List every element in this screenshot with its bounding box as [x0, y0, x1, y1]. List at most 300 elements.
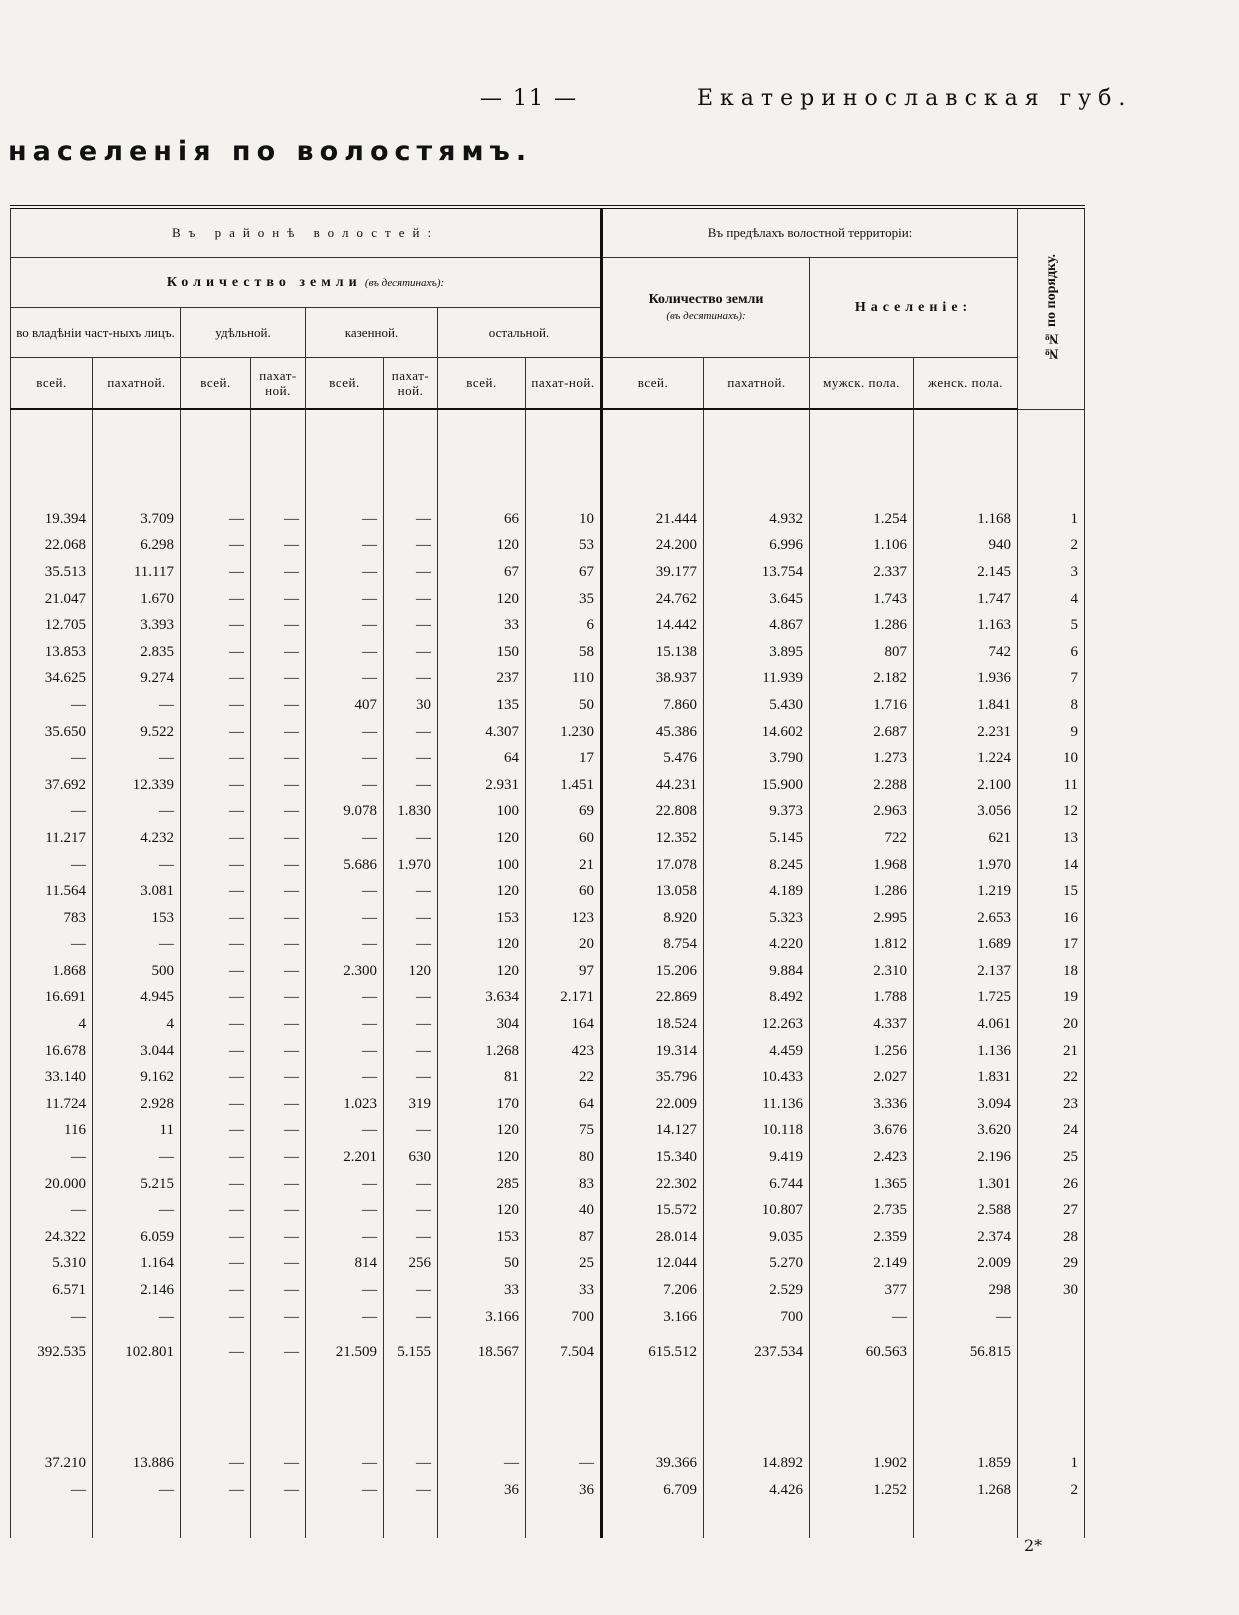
table-cell — [1018, 1330, 1085, 1374]
table-cell: 1.725 — [914, 985, 1018, 1012]
table-cell: 1.716 — [810, 692, 914, 719]
table-cell: 2.149 — [810, 1251, 914, 1278]
table-cell: — — [181, 1011, 251, 1038]
table-cell: 50 — [526, 692, 602, 719]
table-cell: 6.709 — [602, 1477, 704, 1504]
table-cell: 100 — [438, 799, 526, 826]
table-cell: — — [306, 1064, 384, 1091]
table-cell: 3.634 — [438, 985, 526, 1012]
table-cell: — — [306, 1277, 384, 1304]
table-cell: — — [181, 1224, 251, 1251]
table-cell: — — [384, 1477, 438, 1504]
table-row — [11, 825, 1085, 852]
table-cell: 4.220 — [704, 932, 810, 959]
table-cell: 120 — [438, 1144, 526, 1171]
table-cell: — — [181, 985, 251, 1012]
table-cell: 2.310 — [810, 958, 914, 985]
table-cell: — — [93, 1304, 181, 1331]
statistics-table — [10, 205, 1085, 1538]
table-cell: 1.219 — [914, 878, 1018, 905]
table-cell: 29 — [1018, 1251, 1085, 1278]
table-cell: — — [11, 932, 93, 959]
table-cell: 1.970 — [914, 852, 1018, 879]
table-cell: 3.336 — [810, 1091, 914, 1118]
male-header: мужск. пола. — [810, 357, 914, 409]
spacer-cell — [526, 1504, 602, 1538]
spacer-cell — [181, 1374, 251, 1450]
table-cell: — — [251, 932, 306, 959]
table-row — [11, 1064, 1085, 1091]
table-cell: — — [384, 1450, 438, 1477]
table-cell: 28.014 — [602, 1224, 704, 1251]
table-cell: 1.273 — [810, 745, 914, 772]
table-cell: — — [181, 692, 251, 719]
table-cell: 9.035 — [704, 1224, 810, 1251]
table-cell: 120 — [438, 1118, 526, 1145]
table-cell: 1.970 — [384, 852, 438, 879]
table-cell: 14.442 — [602, 612, 704, 639]
spacer-cell — [251, 1374, 306, 1450]
table-cell: 13.886 — [93, 1450, 181, 1477]
table-cell: 35.796 — [602, 1064, 704, 1091]
table-row — [11, 905, 1085, 932]
table-cell: 1.286 — [810, 612, 914, 639]
table-cell: 17.078 — [602, 852, 704, 879]
table-cell: 2.928 — [93, 1091, 181, 1118]
table-cell: — — [251, 1118, 306, 1145]
spacer-cell — [438, 1374, 526, 1450]
table-cell: 100 — [438, 852, 526, 879]
table-cell: 5.215 — [93, 1171, 181, 1198]
table-row — [11, 772, 1085, 799]
table-cell: 1.936 — [914, 666, 1018, 693]
table-cell: 1.301 — [914, 1171, 1018, 1198]
table-cell: 1.831 — [914, 1064, 1018, 1091]
table-cell: 621 — [914, 825, 1018, 852]
table-row — [11, 719, 1085, 746]
table-cell: 6.571 — [11, 1277, 93, 1304]
land-left-unit: (въ десятинахъ): — [364, 276, 445, 289]
table-cell: 9.274 — [93, 666, 181, 693]
table-cell: 1.689 — [914, 932, 1018, 959]
table-cell: 4 — [11, 1011, 93, 1038]
table-cell: 170 — [438, 1091, 526, 1118]
table-cell: — — [306, 612, 384, 639]
appanage-header: удѣльной. — [181, 307, 306, 357]
table-cell: 69 — [526, 799, 602, 826]
table-cell: 11.939 — [704, 666, 810, 693]
table-cell: 33 — [526, 1277, 602, 1304]
table-cell: 27 — [1018, 1197, 1085, 1224]
table-cell: — — [251, 612, 306, 639]
table-cell: 237 — [438, 666, 526, 693]
table-cell: — — [251, 719, 306, 746]
table-cell: 33 — [438, 612, 526, 639]
table-cell: — — [251, 852, 306, 879]
table-cell: 18.524 — [602, 1011, 704, 1038]
table-cell: — — [306, 719, 384, 746]
table-cell: 2.231 — [914, 719, 1018, 746]
table-row — [11, 639, 1085, 666]
table-cell: 2.735 — [810, 1197, 914, 1224]
table-cell: 60.563 — [810, 1330, 914, 1374]
table-cell: 1.841 — [914, 692, 1018, 719]
spacer-cell — [438, 409, 526, 506]
state-all-header: всей. — [306, 357, 384, 409]
table-cell: 4.189 — [704, 878, 810, 905]
table-cell: 5 — [1018, 612, 1085, 639]
table-cell: — — [93, 1197, 181, 1224]
spacer-cell — [306, 1504, 384, 1538]
table-cell: 5.310 — [11, 1251, 93, 1278]
table-cell: — — [11, 1477, 93, 1504]
table-cell: 1.812 — [810, 932, 914, 959]
table-cell: 3.166 — [438, 1304, 526, 1331]
table-cell: — — [181, 852, 251, 879]
table-cell: 17 — [526, 745, 602, 772]
table-cell: — — [93, 932, 181, 959]
spacer-cell — [384, 1504, 438, 1538]
table-cell: 37.210 — [11, 1450, 93, 1477]
table-cell: — — [384, 1197, 438, 1224]
table-cell: 12.352 — [602, 825, 704, 852]
table-cell: 11.136 — [704, 1091, 810, 1118]
table-row — [11, 692, 1085, 719]
table-row — [11, 612, 1085, 639]
table-cell: 2.835 — [93, 639, 181, 666]
table-cell: — — [384, 905, 438, 932]
table-cell: — — [181, 745, 251, 772]
table-row — [11, 745, 1085, 772]
table-cell: 38.937 — [602, 666, 704, 693]
table-cell: 1.168 — [914, 506, 1018, 533]
table-cell: — — [306, 1118, 384, 1145]
table-cell: — — [251, 1064, 306, 1091]
table-cell: 102.801 — [93, 1330, 181, 1374]
table-cell: 2 — [1018, 533, 1085, 560]
table-cell: — — [251, 1251, 306, 1278]
table-row — [11, 666, 1085, 693]
table-cell: — — [251, 1224, 306, 1251]
table-cell: 5.476 — [602, 745, 704, 772]
table-cell: — — [306, 559, 384, 586]
table-cell: 83 — [526, 1171, 602, 1198]
table-cell: 1.224 — [914, 745, 1018, 772]
table-cell: 17 — [1018, 932, 1085, 959]
table-cell: 25 — [526, 1251, 602, 1278]
table-cell: 21.509 — [306, 1330, 384, 1374]
table-cell: — — [181, 1197, 251, 1224]
table-cell: 116 — [11, 1118, 93, 1145]
table-cell: 22.808 — [602, 799, 704, 826]
spacer-cell — [914, 1374, 1018, 1450]
table-cell: — — [251, 799, 306, 826]
table-cell: 53 — [526, 533, 602, 560]
table-cell: 22.068 — [11, 533, 93, 560]
table-cell: — — [251, 1197, 306, 1224]
table-cell: — — [181, 1330, 251, 1374]
table-cell: 153 — [93, 905, 181, 932]
table-cell: 50 — [438, 1251, 526, 1278]
table-cell: — — [384, 1064, 438, 1091]
table-cell: — — [384, 1011, 438, 1038]
table-cell: — — [810, 1304, 914, 1331]
table-cell: 37.692 — [11, 772, 93, 799]
table-cell: 120 — [438, 533, 526, 560]
table-cell: 24.762 — [602, 586, 704, 613]
spacer-cell — [810, 409, 914, 506]
table-cell: 722 — [810, 825, 914, 852]
table-cell: 66 — [438, 506, 526, 533]
table-cell: 9.162 — [93, 1064, 181, 1091]
table-cell: 6.059 — [93, 1224, 181, 1251]
table-cell: 22.009 — [602, 1091, 704, 1118]
table-row — [11, 1011, 1085, 1038]
table-cell: — — [181, 586, 251, 613]
spacer-cell — [438, 1504, 526, 1538]
table-cell: — — [306, 1450, 384, 1477]
table-cell: — — [914, 1304, 1018, 1331]
table-cell: 12.263 — [704, 1011, 810, 1038]
table-cell: 64 — [438, 745, 526, 772]
table-cell: — — [181, 825, 251, 852]
table-cell: 7.504 — [526, 1330, 602, 1374]
table-cell: 3.645 — [704, 586, 810, 613]
table-cell: 742 — [914, 639, 1018, 666]
table-cell: 1.747 — [914, 586, 1018, 613]
table-cell: 9 — [1018, 719, 1085, 746]
table-cell: 5.430 — [704, 692, 810, 719]
table-cell: 164 — [526, 1011, 602, 1038]
table-cell: 15.206 — [602, 958, 704, 985]
table-cell: 2.337 — [810, 559, 914, 586]
table-cell: 135 — [438, 692, 526, 719]
table-cell: 3.166 — [602, 1304, 704, 1331]
table-cell: — — [306, 1197, 384, 1224]
table-cell: 814 — [306, 1251, 384, 1278]
state-header: казенной. — [306, 307, 438, 357]
table-cell: 7 — [1018, 666, 1085, 693]
table-cell: 12.339 — [93, 772, 181, 799]
table-cell: 4.426 — [704, 1477, 810, 1504]
table-cell: — — [251, 1038, 306, 1065]
spacer-row — [11, 1374, 1085, 1450]
other-header: остальной. — [438, 307, 602, 357]
table-cell: — — [181, 1477, 251, 1504]
spacer-cell — [526, 1374, 602, 1450]
table-cell: — — [251, 506, 306, 533]
table-cell: — — [181, 799, 251, 826]
table-cell: 1.365 — [810, 1171, 914, 1198]
table-cell: — — [11, 799, 93, 826]
table-cell: — — [181, 772, 251, 799]
table-cell: — — [384, 1277, 438, 1304]
private-all-header: всей. — [11, 357, 93, 409]
table-cell: — — [384, 719, 438, 746]
table-cell: 940 — [914, 533, 1018, 560]
table-cell: 9.419 — [704, 1144, 810, 1171]
table-cell: 120 — [438, 878, 526, 905]
table-cell: — — [384, 745, 438, 772]
table-cell: — — [306, 905, 384, 932]
table-cell: 12 — [1018, 799, 1085, 826]
table-cell: — — [181, 1038, 251, 1065]
table-cell: 3.709 — [93, 506, 181, 533]
row-number-label: №№ по порядку. — [1043, 253, 1059, 361]
table-cell: 75 — [526, 1118, 602, 1145]
spacer-cell — [1018, 1374, 1085, 1450]
spacer-row — [11, 1504, 1085, 1538]
spacer-row — [11, 409, 1085, 506]
table-cell: 9.884 — [704, 958, 810, 985]
spacer-cell — [602, 1374, 704, 1450]
table-cell: 120 — [438, 1197, 526, 1224]
table-cell: — — [251, 985, 306, 1012]
table-cell: 23 — [1018, 1091, 1085, 1118]
table-row — [11, 1118, 1085, 1145]
table-cell: 285 — [438, 1171, 526, 1198]
table-cell: 5.155 — [384, 1330, 438, 1374]
table-row — [11, 586, 1085, 613]
table-cell: — — [251, 878, 306, 905]
table-body — [11, 409, 1085, 1538]
table-cell: 7.860 — [602, 692, 704, 719]
table-cell: — — [251, 825, 306, 852]
table-cell: 2.196 — [914, 1144, 1018, 1171]
spacer-cell — [914, 409, 1018, 506]
table-cell: — — [306, 1038, 384, 1065]
table-cell: — — [251, 639, 306, 666]
table-cell: — — [181, 506, 251, 533]
spacer-cell — [914, 1504, 1018, 1538]
table-row — [11, 1450, 1085, 1477]
table-cell: 67 — [438, 559, 526, 586]
state-arable-header: пахат-ной. — [384, 357, 438, 409]
table-cell: — — [181, 612, 251, 639]
table-cell: 1.670 — [93, 586, 181, 613]
table-cell: 2 — [1018, 1477, 1085, 1504]
table-cell: — — [306, 533, 384, 560]
table-cell: — — [306, 772, 384, 799]
table-cell: 30 — [384, 692, 438, 719]
table-cell: — — [93, 1144, 181, 1171]
table-cell: 21 — [1018, 1038, 1085, 1065]
table-cell: 33 — [438, 1277, 526, 1304]
table-cell: — — [251, 586, 306, 613]
table-cell: — — [181, 1064, 251, 1091]
spacer-cell — [384, 1374, 438, 1450]
spacer-cell — [93, 409, 181, 506]
table-cell: 2.529 — [704, 1277, 810, 1304]
table-cell: — — [251, 666, 306, 693]
table-cell: — — [384, 878, 438, 905]
table-cell: 423 — [526, 1038, 602, 1065]
table-cell: — — [384, 932, 438, 959]
table-cell: — — [384, 1304, 438, 1331]
table-cell: 3.044 — [93, 1038, 181, 1065]
table-cell: 1.830 — [384, 799, 438, 826]
table-cell: 22 — [1018, 1064, 1085, 1091]
territory-arable-header: пахатной. — [704, 357, 810, 409]
table-cell: 6.744 — [704, 1171, 810, 1198]
spacer-cell — [704, 1504, 810, 1538]
table-cell: 60 — [526, 825, 602, 852]
spacer-cell — [93, 1504, 181, 1538]
table-cell: — — [251, 1277, 306, 1304]
table-cell: 22.302 — [602, 1171, 704, 1198]
table-cell: 1.254 — [810, 506, 914, 533]
table-cell: 1.163 — [914, 612, 1018, 639]
table-cell: 11 — [93, 1118, 181, 1145]
table-cell: 26 — [1018, 1171, 1085, 1198]
table-cell: — — [306, 506, 384, 533]
table-cell: — — [251, 745, 306, 772]
table-cell: 7.206 — [602, 1277, 704, 1304]
table-cell: — — [251, 958, 306, 985]
table-cell: 14.602 — [704, 719, 810, 746]
private-header: во владѣніи част-ныхъ лицъ. — [11, 307, 181, 357]
table-cell: — — [384, 506, 438, 533]
spacer-cell — [306, 1374, 384, 1450]
table-cell: 392.535 — [11, 1330, 93, 1374]
spacer-cell — [11, 1374, 93, 1450]
table-cell: 3.790 — [704, 745, 810, 772]
table-cell: — — [11, 1197, 93, 1224]
table-cell: — — [384, 1118, 438, 1145]
table-cell: 4.932 — [704, 506, 810, 533]
table-cell: 1.286 — [810, 878, 914, 905]
table-cell: 4 — [1018, 586, 1085, 613]
table-cell: — — [251, 1304, 306, 1331]
table-cell: 1.268 — [438, 1038, 526, 1065]
table-cell: 22.869 — [602, 985, 704, 1012]
table-cell: 319 — [384, 1091, 438, 1118]
table-cell: — — [306, 878, 384, 905]
table-cell: 123 — [526, 905, 602, 932]
other-arable-header: пахат-ной. — [526, 357, 602, 409]
table-cell: 24.322 — [11, 1224, 93, 1251]
table-cell: — — [384, 586, 438, 613]
table-cell: 35 — [526, 586, 602, 613]
table-cell: 8 — [1018, 692, 1085, 719]
table-cell: 15.572 — [602, 1197, 704, 1224]
table-row — [11, 1197, 1085, 1224]
table-cell: 407 — [306, 692, 384, 719]
table-row — [11, 958, 1085, 985]
table-cell: 97 — [526, 958, 602, 985]
table-cell: 9.078 — [306, 799, 384, 826]
page-heading: населенія по волостямъ. — [8, 136, 533, 167]
table-cell: — — [306, 745, 384, 772]
table-cell: 13.853 — [11, 639, 93, 666]
table-cell: — — [181, 1171, 251, 1198]
table-cell: 20.000 — [11, 1171, 93, 1198]
table-cell: — — [306, 1224, 384, 1251]
table-cell: 44.231 — [602, 772, 704, 799]
table-cell: 15.900 — [704, 772, 810, 799]
table-row — [11, 533, 1085, 560]
table-cell: — — [438, 1450, 526, 1477]
table-cell: — — [181, 666, 251, 693]
table-cell: 2.588 — [914, 1197, 1018, 1224]
table-cell: 1.023 — [306, 1091, 384, 1118]
spacer-cell — [602, 409, 704, 506]
table-cell: 24 — [1018, 1118, 1085, 1145]
table-cell: — — [11, 1144, 93, 1171]
spacer-cell — [11, 1504, 93, 1538]
table-cell: 3.676 — [810, 1118, 914, 1145]
private-arable-header: пахатной. — [93, 357, 181, 409]
